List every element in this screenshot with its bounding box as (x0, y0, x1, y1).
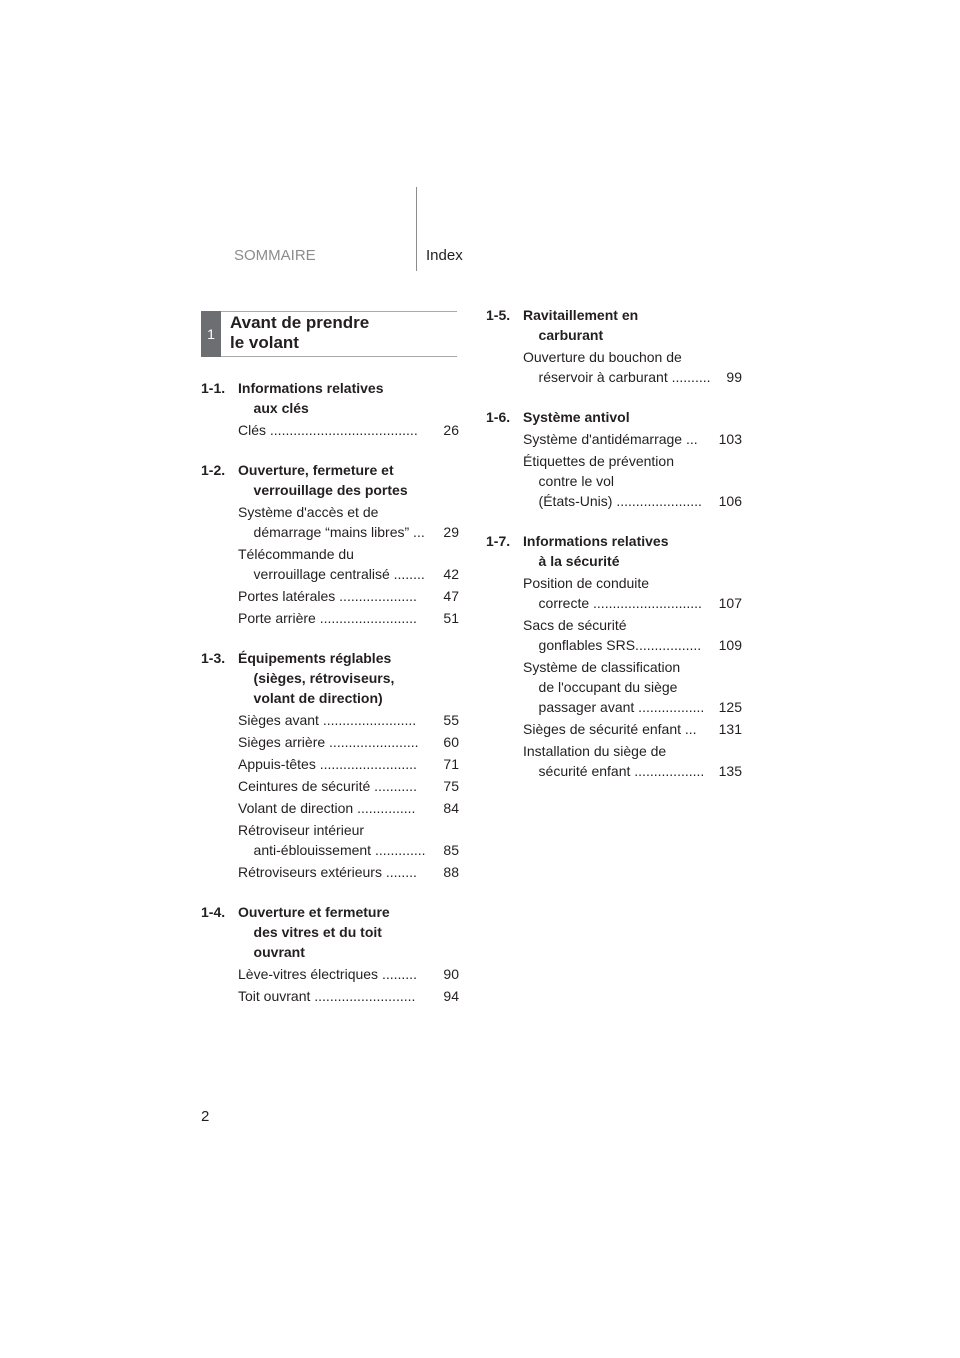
entry-page-number: 75 (443, 778, 459, 794)
chapter-rule-top (221, 311, 457, 312)
entry-title: Étiquettes de prévention contre le vol (États-Unis) ...................... (523, 453, 702, 509)
entry-title: Sacs de sécurité gonflables SRS................. (523, 617, 702, 653)
toc-right-column (486, 305, 742, 801)
page-number: 2 (201, 1108, 210, 1125)
toc-section (486, 305, 742, 387)
toc-entry[interactable] (238, 964, 459, 984)
entry-title: Ceintures de sécurité ........... (238, 778, 417, 794)
section-title: Informations relatives à la sécurité (523, 533, 669, 569)
entry-page-number: 84 (443, 800, 459, 816)
entry-title: Portes latérales .................... (238, 588, 417, 604)
toc-section (201, 378, 459, 440)
entry-title: Sièges arrière ....................... (238, 734, 419, 750)
entry-title: Clés ...................................... (238, 422, 418, 438)
toc-entry[interactable] (238, 420, 459, 440)
entry-page-number: 103 (718, 431, 742, 447)
entry-page-number: 71 (443, 756, 459, 772)
entry-page-number: 85 (443, 842, 459, 858)
toc-entry[interactable] (238, 862, 459, 882)
entry-list (486, 347, 742, 387)
entry-list (486, 429, 742, 511)
entry-page-number: 94 (443, 988, 459, 1004)
section-number: 1-2. (201, 462, 226, 478)
entry-page-number: 125 (718, 699, 742, 715)
entry-list (201, 502, 459, 628)
toc-entry[interactable] (523, 615, 742, 655)
toc-entry[interactable] (238, 732, 459, 752)
entry-title: Rétroviseurs extérieurs ........ (238, 864, 417, 880)
toc-section (486, 531, 742, 781)
entry-title: Télécommande du verrouillage centralisé ........ (238, 546, 425, 582)
toc-entry[interactable] (238, 798, 459, 818)
section-title: Ouverture et fermeture des vitres et du toit ouvrant (238, 904, 390, 960)
entry-title: Rétroviseur intérieur anti-éblouissement ............. (238, 822, 426, 858)
entry-title: Appuis-têtes ......................... (238, 756, 417, 772)
entry-title: Lève-vitres électriques ......... (238, 966, 417, 982)
chapter-rule-bottom (221, 356, 457, 357)
toc-entry[interactable] (238, 608, 459, 628)
chapter-header (201, 311, 457, 357)
toc-section (201, 460, 459, 628)
entry-page-number: 99 (726, 369, 742, 385)
entry-page-number: 131 (718, 721, 742, 737)
sommaire-link[interactable]: SOMMAIRE (234, 247, 316, 264)
entry-list (201, 710, 459, 882)
section-heading[interactable] (486, 531, 742, 571)
entry-title: Position de conduite correcte ............................ (523, 575, 702, 611)
entry-title: Volant de direction ............... (238, 800, 416, 816)
section-heading[interactable] (486, 407, 742, 427)
chapter-number: 1 (207, 326, 215, 342)
toc-left-column (201, 378, 459, 1026)
section-number: 1-6. (486, 409, 511, 425)
entry-page-number: 106 (718, 493, 742, 509)
section-number: 1-4. (201, 904, 226, 920)
section-number: 1-3. (201, 650, 226, 666)
toc-entry[interactable] (523, 741, 742, 781)
section-number: 1-5. (486, 307, 511, 323)
section-heading[interactable] (201, 460, 459, 500)
entry-page-number: 90 (443, 966, 459, 982)
entry-title: Ouverture du bouchon de réservoir à carburant .......... (523, 349, 711, 385)
toc-section (201, 648, 459, 882)
header-divider (416, 187, 417, 271)
entry-page-number: 55 (443, 712, 459, 728)
entry-page-number: 29 (443, 524, 459, 540)
entry-list (486, 573, 742, 781)
section-title: Ravitaillement en carburant (523, 307, 639, 343)
entry-title: Système d'accès et de démarrage “mains libres” ... (238, 504, 425, 540)
toc-entry[interactable] (523, 347, 742, 387)
toc-entry[interactable] (523, 719, 742, 739)
entry-page-number: 47 (443, 588, 459, 604)
entry-page-number: 109 (718, 637, 742, 653)
toc-entry[interactable] (238, 986, 459, 1006)
section-number: 1-7. (486, 533, 511, 549)
entry-title: Porte arrière ......................... (238, 610, 417, 626)
toc-section (486, 407, 742, 511)
entry-title: Installation du siège de sécurité enfant .................. (523, 743, 705, 779)
entry-title: Système de classification de l'occupant du siège passager avant ................. (523, 659, 705, 715)
toc-section (201, 902, 459, 1006)
entry-title: Sièges avant ........................ (238, 712, 417, 728)
toc-entry[interactable] (523, 573, 742, 613)
entry-title: Toit ouvrant .......................... (238, 988, 416, 1004)
entry-page-number: 26 (443, 422, 459, 438)
entry-page-number: 42 (443, 566, 459, 582)
toc-entry[interactable] (523, 451, 742, 511)
section-heading[interactable] (486, 305, 742, 345)
entry-page-number: 88 (443, 864, 459, 880)
entry-page-number: 135 (718, 763, 742, 779)
entry-page-number: 51 (443, 610, 459, 626)
index-link[interactable]: Index (426, 247, 463, 264)
entry-list (201, 964, 459, 1006)
toc-entry[interactable] (523, 429, 742, 449)
toc-entry[interactable] (238, 502, 459, 542)
section-title: Système antivol (523, 409, 630, 425)
toc-entry[interactable] (238, 754, 459, 774)
chapter-title: Avant de prendre le volant (230, 313, 370, 352)
section-heading[interactable] (201, 902, 459, 962)
toc-entry[interactable] (238, 710, 459, 730)
section-title: Ouverture, fermeture et verrouillage des portes (238, 462, 408, 498)
section-number: 1-1. (201, 380, 226, 396)
toc-entry[interactable] (238, 544, 459, 584)
entry-title: Système d'antidémarrage ... (523, 431, 698, 447)
entry-list (201, 420, 459, 440)
section-title: Informations relatives aux clés (238, 380, 384, 416)
toc-entry[interactable] (523, 657, 742, 717)
section-heading[interactable] (201, 378, 459, 418)
entry-page-number: 60 (443, 734, 459, 750)
toc-entry[interactable] (238, 820, 459, 860)
entry-page-number: 107 (718, 595, 742, 611)
entry-title: Sièges de sécurité enfant ... (523, 721, 697, 737)
section-heading[interactable] (201, 648, 459, 708)
section-title: Équipements réglables (sièges, rétroviseurs, volant de direction) (238, 650, 395, 706)
toc-entry[interactable] (238, 776, 459, 796)
toc-entry[interactable] (238, 586, 459, 606)
